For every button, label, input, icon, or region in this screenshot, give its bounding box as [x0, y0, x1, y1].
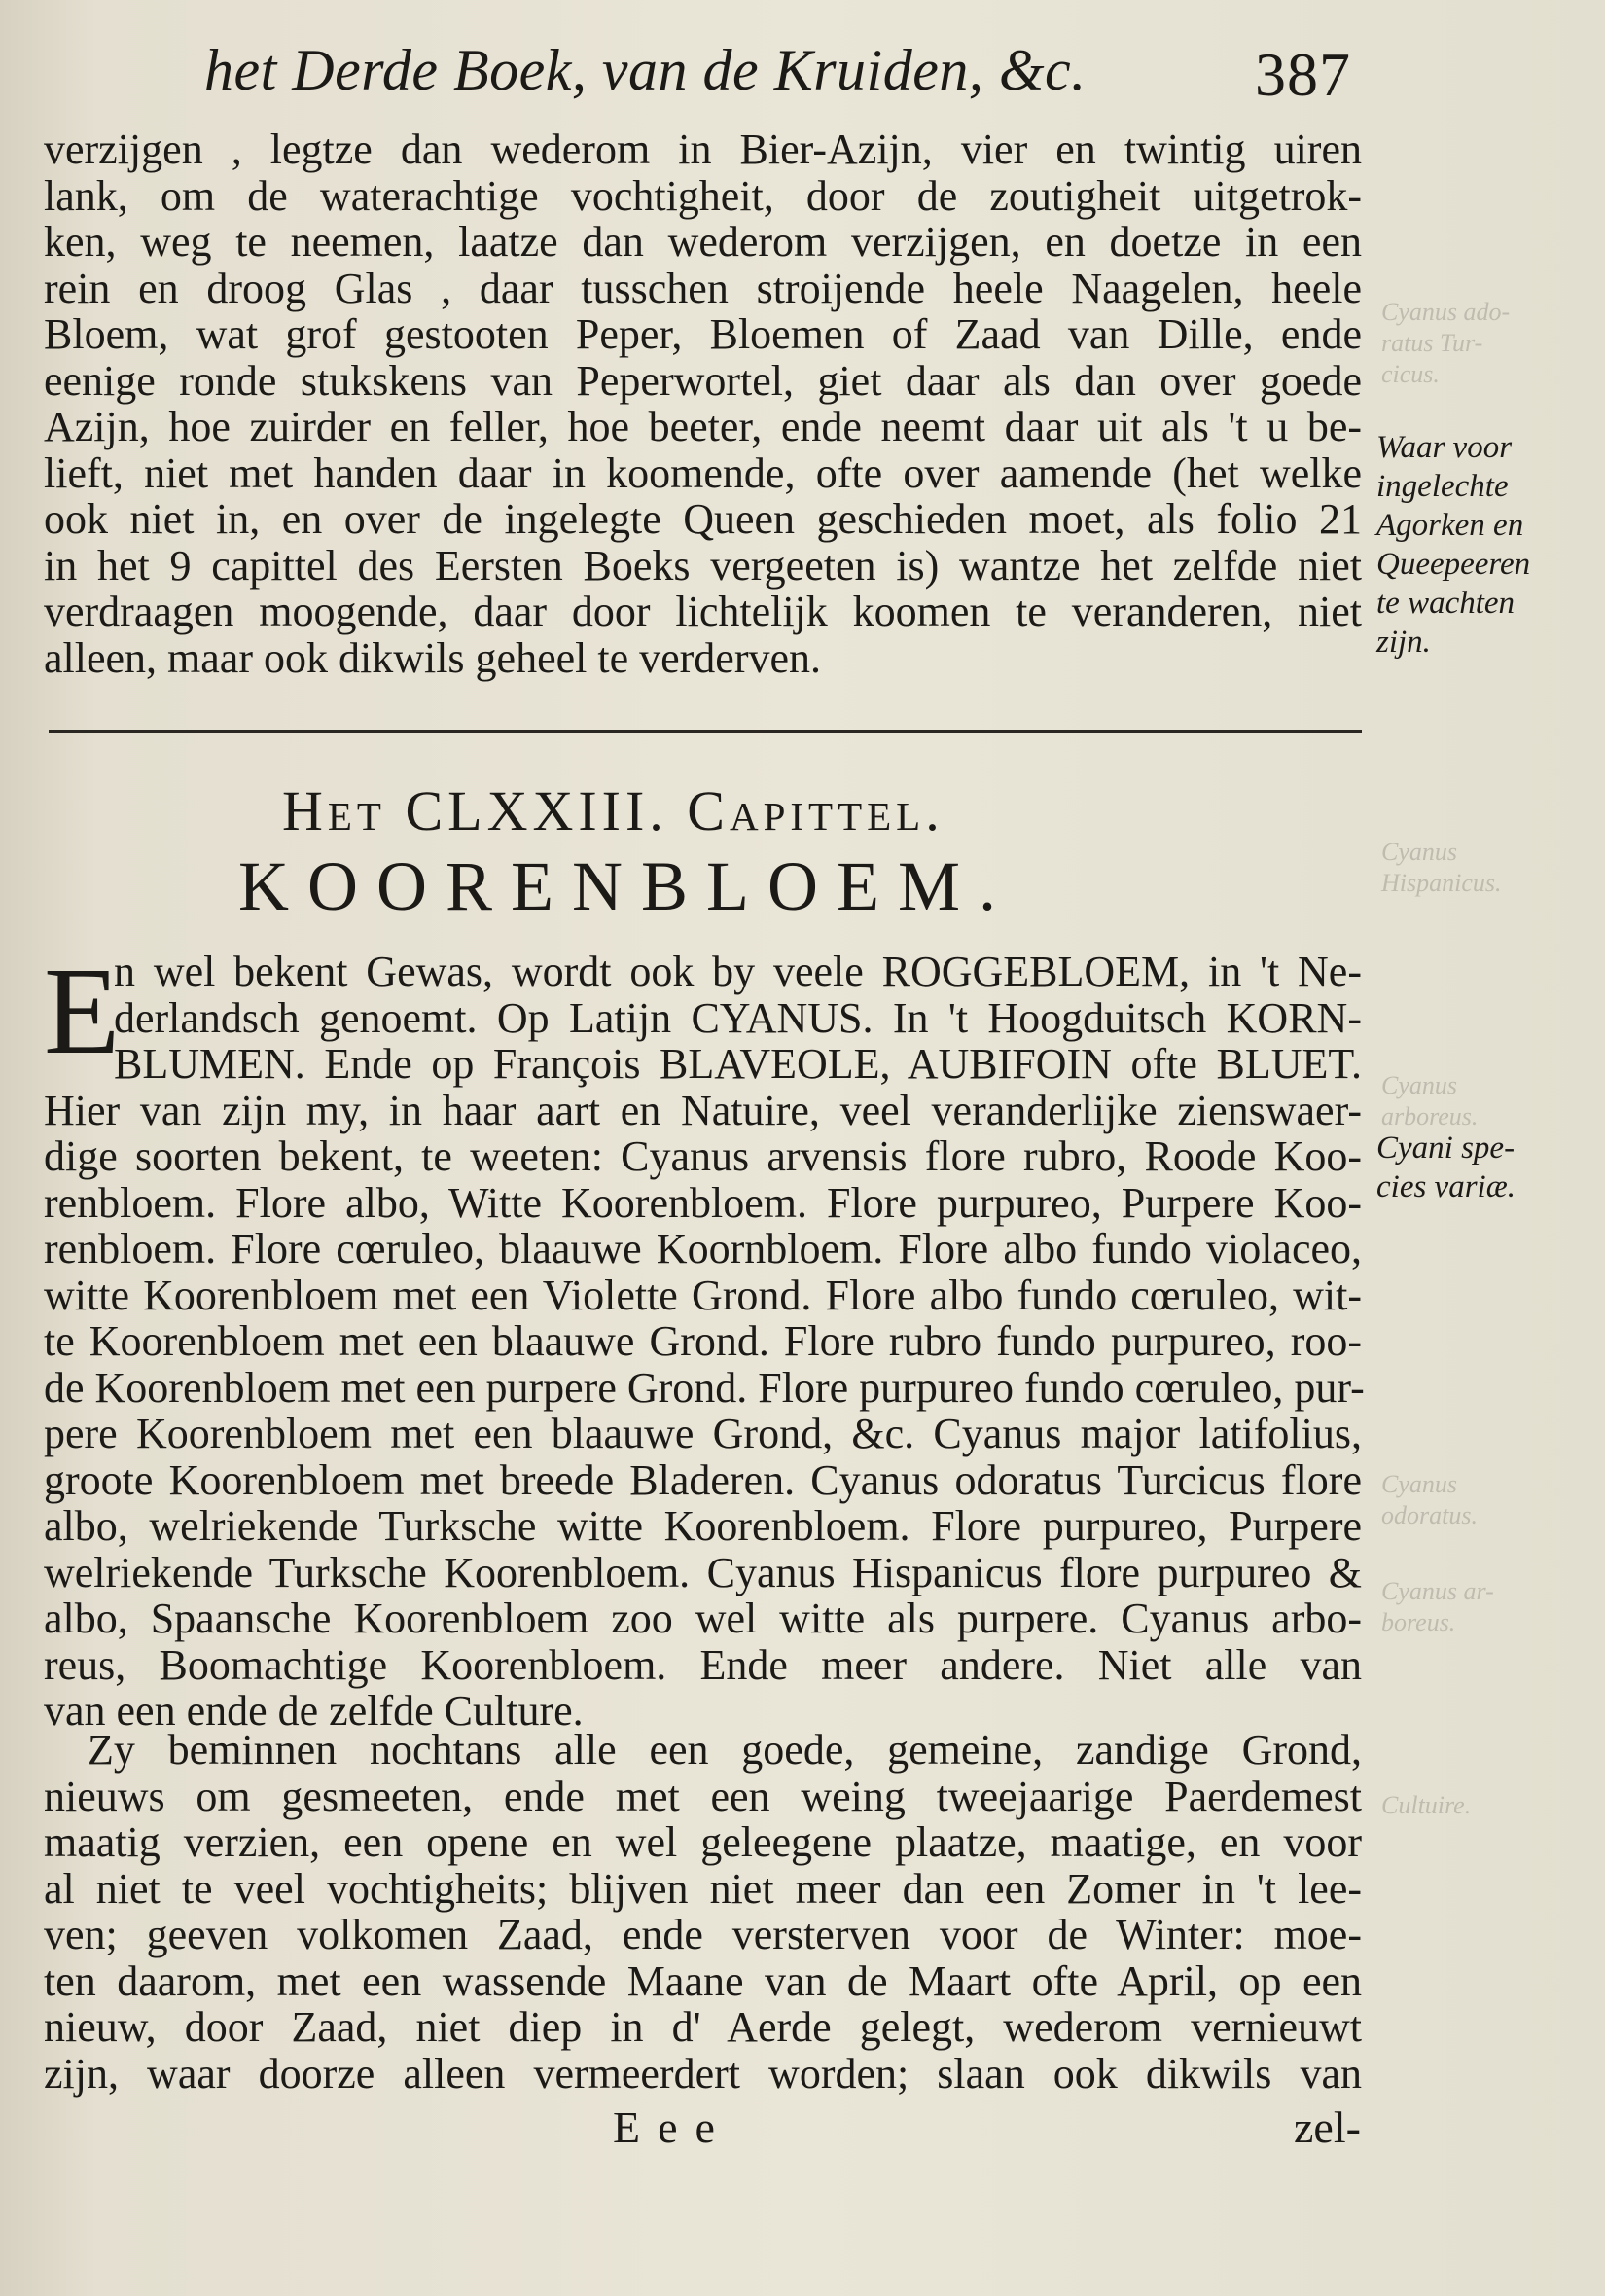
- text-line: nieuw, door Zaad, niet diep in d' Aerde gelegt, wederom vernieuwt: [44, 2003, 1362, 2051]
- margin-note-line: te wachten: [1376, 586, 1516, 621]
- show-through-line: arboreus.: [1381, 1102, 1479, 1130]
- margin-note-line: Agorken en: [1376, 508, 1524, 543]
- margin-note-line: Waar voor: [1376, 430, 1513, 465]
- chapter-heading: Het CLXXIII. Capittel.: [282, 779, 945, 843]
- text-line: ook niet in, en over de ingelegte Queen geschieden moet, als folio 21: [44, 495, 1362, 543]
- text-line: Azijn, hoe zuirder en feller, hoe beeter, ende neemt daar uit als 't u be-: [44, 403, 1362, 450]
- text-line: alleen, maar ook dikwils geheel te verderven.: [44, 633, 822, 682]
- text-line: de Koorenbloem met een purpere Grond. Flore purpureo fundo cœruleo, pur-: [44, 1363, 1365, 1412]
- show-through-line: cicus.: [1381, 360, 1440, 388]
- paragraph-preserving-text: [44, 126, 1362, 681]
- margin-note-line: zijn.: [1376, 625, 1431, 660]
- drop-cap: E: [44, 942, 121, 1080]
- text-line: te Koorenbloem met een blaauwe Grond. Flore rubro fundo purpureo, roo-: [44, 1317, 1362, 1365]
- text-line: nieuws om gesmeeten, ende met een weing tweejaarige Paerdemest: [44, 1772, 1362, 1820]
- text-line: witte Koorenbloem met een Violette Grond. Flore albo fundo cœruleo, wit-: [44, 1271, 1362, 1319]
- text-line: ken, weg te neemen, laatze dan wederom verzijgen, en doetze in een: [44, 218, 1362, 266]
- show-through-line: odoratus.: [1381, 1501, 1478, 1529]
- margin-note-preserving: [1376, 428, 1600, 662]
- text-line: albo, Spaansche Koorenbloem zoo wel witte als purpere. Cyanus arbo-: [44, 1595, 1362, 1642]
- text-line: ven; geeven volkomen Zaad, ende versterven voor de Winter: moe-: [44, 1911, 1362, 1958]
- show-through-note: [1381, 1790, 1600, 1821]
- show-through-note: [1381, 1070, 1600, 1132]
- text-line: groote Koorenbloem met breede Bladeren. Cyanus odoratus Turcicus flore: [44, 1455, 1362, 1504]
- show-through-note: [1381, 297, 1600, 390]
- chapter-title: KOORENBLOEM.: [238, 847, 1015, 925]
- text-line: renbloem. Flore albo, Witte Koorenbloem. Flore purpureo, Purpere Koo-: [44, 1178, 1362, 1227]
- text-line: derlandsch genoemt. Op Latijn CYANUS. In 't Hoogduitsch KORN-: [114, 993, 1362, 1042]
- text-line: eenige ronde stukskens van Peperwortel, giet daar als dan over goede: [44, 356, 1362, 405]
- show-through-line: Cultuire.: [1381, 1791, 1472, 1819]
- text-line: lank, om de waterachtige vochtigheit, door de zoutigheit uitgetrok-: [44, 171, 1362, 220]
- show-through-line: Cyanus: [1381, 1470, 1457, 1498]
- text-line: maatig verzien, een opene en wel geleegene plaatze, maatige, en voor: [44, 1818, 1362, 1866]
- text-line: van een ende de zelfde Culture.: [44, 1687, 584, 1735]
- text-line: ten daarom, met een wassende Maane van de Maart ofte April, op een: [44, 1956, 1362, 2005]
- show-through-line: Cyanus ado-: [1381, 298, 1511, 326]
- text-line: albo, welriekende Turksche witte Koorenbloem. Flore purpureo, Purpere: [44, 1502, 1362, 1550]
- page-number: 387: [1255, 40, 1351, 109]
- text-line: welriekende Turksche Koorenbloem. Cyanus Hispanicus flore purpureo &: [44, 1548, 1362, 1596]
- text-line: lieft, niet met handen daar in koomende, ofte over aamende (het welke: [44, 448, 1362, 497]
- show-through-line: boreus.: [1381, 1608, 1456, 1636]
- text-line: pere Koorenbloem met een blaauwe Grond, &c. Cyanus major latifolius,: [44, 1410, 1362, 1457]
- text-line: Hier van zijn my, in haar aart en Natuire, veel veranderlijke zienswaer-: [44, 1086, 1362, 1134]
- text-line: dige soorten bekent, te weeten: Cyanus arvensis flore rubro, Roode Koo-: [44, 1132, 1362, 1180]
- show-through-note: [1381, 1469, 1600, 1531]
- text-line: renbloem. Flore cœruleo, blaauwe Koornbloem. Flore albo fundo violaceo,: [44, 1225, 1362, 1273]
- show-through-line: Cyanus: [1381, 838, 1457, 866]
- margin-note-line: Cyani spe-: [1376, 1130, 1516, 1166]
- show-through-line: Hispanicus.: [1381, 869, 1502, 897]
- show-through-line: Cyanus ar-: [1381, 1577, 1494, 1605]
- text-line: in het 9 capittel des Eersten Boeks vergeeten is) wantze het zelfde niet: [44, 541, 1362, 590]
- margin-note-line: cies variæ.: [1376, 1169, 1516, 1204]
- text-line: al niet te veel vochtigheits; blijven niet meer dan een Zomer in 't lee-: [44, 1864, 1362, 1913]
- text-line: n wel bekent Gewas, wordt ook by veele ROGGEBLOEM, in 't Ne-: [114, 948, 1362, 995]
- show-through-note: [1381, 837, 1600, 899]
- show-through-line: Cyanus: [1381, 1071, 1457, 1099]
- margin-note-line: ingelechte: [1376, 469, 1509, 504]
- show-through-line: ratus Tur-: [1381, 329, 1483, 357]
- text-line: Zy beminnen nochtans alle een goede, gemeine, zandige Grond,: [88, 1726, 1362, 1774]
- paragraph-cornflower-species: [44, 942, 1365, 1735]
- margin-note-species: [1376, 1129, 1600, 1206]
- text-line: verzijgen , legtze dan wederom in Bier-Azijn, vier en twintig uiren: [44, 126, 1362, 173]
- signature-mark: Eee: [613, 2102, 732, 2152]
- text-line: reus, Boomachtige Koorenbloem. Ende meer andere. Niet alle van: [44, 1640, 1362, 1689]
- section-divider: [49, 730, 1362, 733]
- show-through-note: [1381, 1576, 1600, 1638]
- margin-note-line: Queepeeren: [1376, 547, 1531, 582]
- text-line: Bloem, wat grof gestooten Peper, Bloemen of Zaad van Dille, ende: [44, 310, 1362, 358]
- running-head: het Derde Boek, van de Kruiden, &c.: [204, 38, 1087, 102]
- text-line: rein en droog Glas , daar tusschen stroijende heele Naagelen, heele: [44, 264, 1362, 312]
- catchword: zel-: [1294, 2102, 1361, 2152]
- text-line: zijn, waar doorze alleen vermeerdert worden; slaan ook dikwils van: [44, 2049, 1362, 2098]
- paragraph-culture: [44, 1727, 1362, 2097]
- text-line: verdraagen moogende, daar door lichtelijk koomen te veranderen, niet: [44, 588, 1362, 635]
- text-line: BLUMEN. Ende op François BLAVEOLE, AUBIFOIN ofte BLUET.: [114, 1040, 1362, 1088]
